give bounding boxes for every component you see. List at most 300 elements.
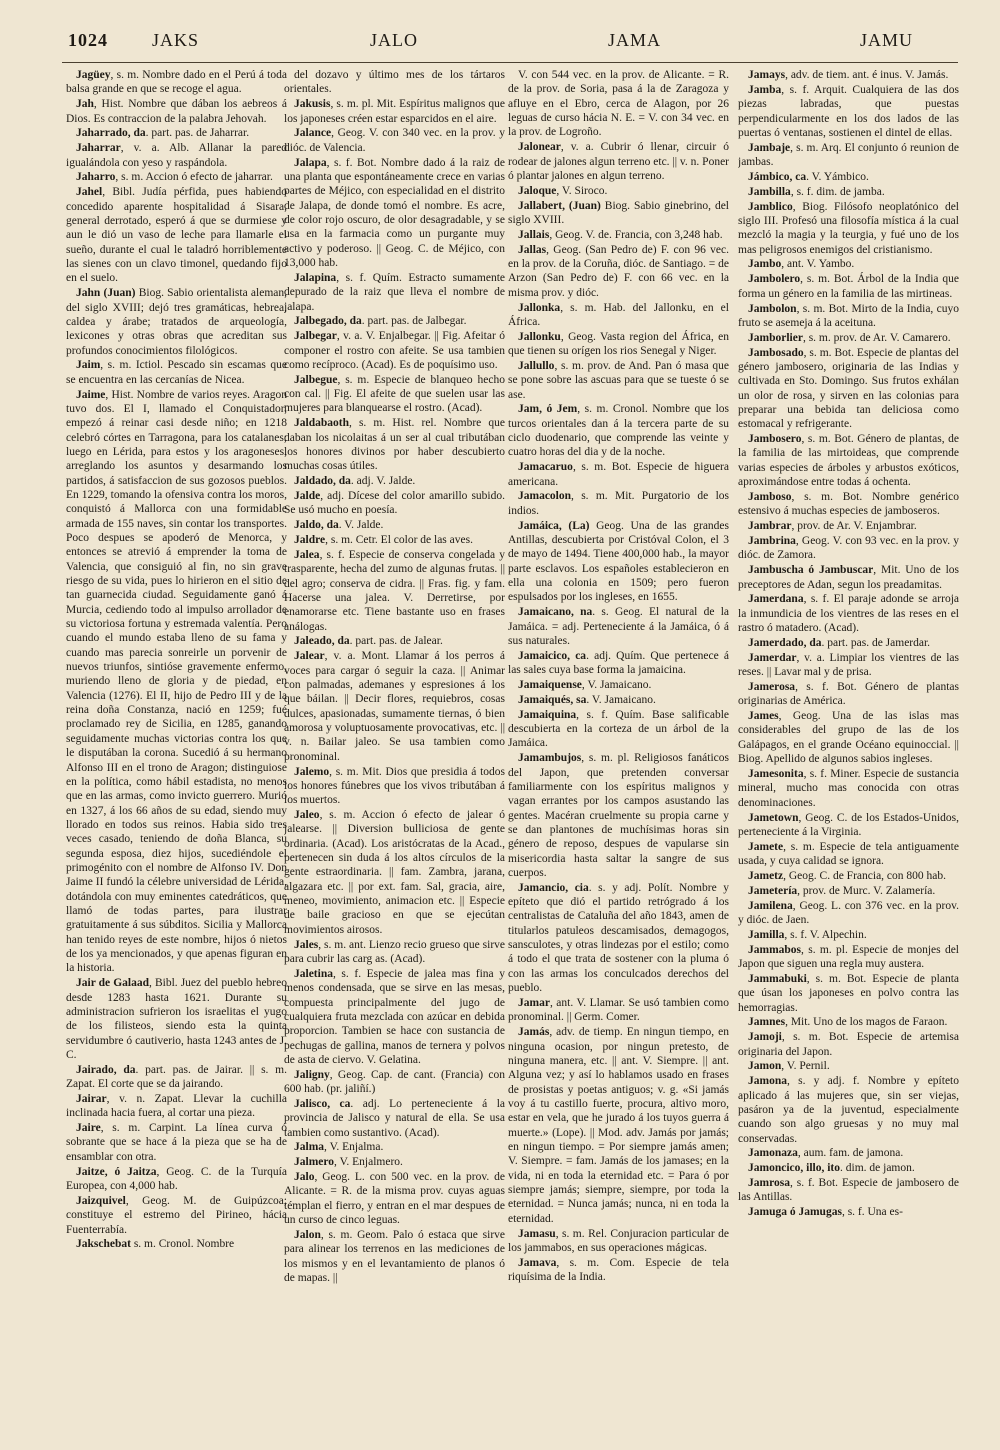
entry-headword: Jamonaza [748, 1147, 798, 1160]
dictionary-entry [738, 170, 959, 184]
entry-headword: Jaldo, da [294, 519, 339, 532]
entry-definition: , s. m. Com. Especie de tela riquísima de la India. [508, 1256, 729, 1284]
entry-headword: Jales [294, 938, 319, 951]
entry-definition: . part. pas. de Jalear. [349, 635, 443, 648]
dictionary-entry [284, 1068, 505, 1097]
dictionary-entry [738, 141, 959, 170]
entry-headword: Jaharrar [76, 142, 121, 155]
entry-definition: , V. Pernil. [781, 1060, 830, 1073]
dictionary-entry [284, 548, 505, 634]
dictionary-entry [66, 1194, 287, 1237]
entry-definition: , Geog. C. de los Estados-Unidos, perteneciente á la Virginia. [738, 811, 959, 838]
dictionary-entry [508, 693, 729, 707]
entry-headword: Jahel [76, 186, 103, 199]
entry-definition: , s. m. Hab. del Jallonku, en el África. [508, 301, 729, 328]
entry-headword: Jallullo [518, 359, 555, 372]
entry-definition: . part. pas. de Jalbegar. [361, 315, 467, 328]
dictionary-entry [66, 976, 287, 1062]
entry-headword: Jamerosa [748, 680, 796, 693]
entry-headword: Jaloque [518, 184, 557, 197]
dictionary-entry [284, 938, 505, 967]
dictionary-entry [66, 141, 287, 170]
running-header [60, 30, 960, 60]
dictionary-entry [738, 928, 959, 942]
dictionary-entry [738, 1030, 959, 1059]
entry-headword: Jambosero [748, 433, 802, 446]
dictionary-entry [738, 83, 959, 140]
entry-headword: Jallais [518, 228, 550, 241]
dictionary-entry [284, 1170, 505, 1227]
entry-definition: , Geog. (San Pedro de) F. con 96 vec. en la prov. de la Coruña, dióc. de Santiago. = de Arzon (San Pedro de) F. con 66 vec. en la misma prov. y dióc. [508, 243, 729, 299]
dictionary-entry [66, 185, 287, 285]
dictionary-entry [284, 1140, 505, 1154]
entry-headword: Jamancio, cia [518, 881, 589, 894]
entry-definition: . adj. Quím. Que pertenece á las sales cuya base forma la jamaicina. [508, 649, 729, 677]
entry-definition: , v. a. Cubrir ó llenar, circuir ó rodear de jalones algun terreno etc. || v. n. Poner ó plantar jalones en algun terreno. [508, 141, 729, 182]
dictionary-entry [66, 68, 287, 97]
dictionary-entry [66, 358, 287, 387]
entry-definition: , s. m. Mit. Purgatorio de los indios. [508, 490, 729, 517]
entry-headword: Jambilla [748, 185, 791, 198]
entry-headword: Jambrina [748, 535, 796, 547]
dictionary-entry [738, 767, 959, 810]
dictionary-entry [738, 200, 959, 257]
dictionary-entry [284, 649, 505, 764]
column-1 [66, 68, 287, 1440]
entry-headword: Jamaicico, ca [518, 649, 587, 662]
dictionary-entry [284, 126, 505, 155]
page-number: 1024 [68, 30, 108, 50]
entry-headword: Jambo [748, 258, 782, 271]
column-3 [508, 68, 729, 1440]
entry-definition: , prov. de Ar. V. Enjambrar. [791, 520, 917, 533]
entry-definition: , s. f. Especie de jalea mas fina y menos condensada, que se sirve en las mesas, compuesta principalmente del jugo de cualquiera fruta mezclada con azúcar en debida proporcion. Tambien se hace con sustancia de pechugas de gallina, manos de ternera y polvos de asta de ciervo. V. Gelatina. [284, 967, 505, 1066]
dictionary-entry [284, 373, 505, 416]
entry-headword: Jaharrado, da [76, 127, 146, 140]
entry-definition: Biog. Sabio ginebrino, del siglo XVIII. [508, 199, 729, 226]
entry-definition: , Geog. V. con 93 vec. en la prov. y dióc. de Zamora. [738, 535, 959, 562]
entry-headword: Jah [76, 98, 94, 111]
entry-headword: Jalmero [294, 1156, 335, 1169]
entry-headword: Jairar [76, 1092, 107, 1105]
dictionary-entry [508, 1256, 729, 1285]
column-2 [284, 68, 505, 1440]
entry-headword: Jametería [748, 884, 798, 897]
dictionary-entry [738, 346, 959, 432]
dictionary-entry [738, 1146, 959, 1160]
dictionary-entry [284, 156, 505, 271]
entry-definition: , Geog. Una de las islas mas considerables del grupo de las de los Galápagos, en el grande Océano equinoccial. || Biog. Apellido de algunos sabios ingleses. [738, 710, 959, 766]
dictionary-entry [738, 709, 959, 766]
entry-headword: Jaldre [294, 534, 326, 546]
entry-headword: Jamboso [748, 490, 792, 503]
entry-headword: Jalea [294, 548, 320, 561]
entry-headword: Jalisco, ca [294, 1097, 351, 1110]
entry-headword: Jamacaruo [518, 461, 573, 474]
entry-definition: , s. m. Bot. Especie de planta que úsan los japoneses en polvo contra las hemorragias. [738, 972, 959, 1014]
dictionary-entry [508, 140, 729, 183]
entry-headword: Jamaiquense [518, 678, 582, 691]
entry-definition: , s. m. Accion ó efecto de jalear ó jalearse. || Diversion bulliciosa de gente ordinaria. (Acad). Los aristócratas de la Acad., pertenecen sin duda á los altos círculos de la gente estraordinaria. || fam. Zambra, jarana, algazara etc. || por ext. fam. Sal, gracia, aire, meneo, movimiento, animacion etc. || Especie de baile gracioso en que se ejecútan movimientos airosos. [284, 809, 505, 936]
dictionary-entry [284, 967, 505, 1067]
entry-headword: Jaligny [294, 1068, 330, 1081]
entry-definition: , prov. de Murc. V. Zalamería. [797, 884, 936, 897]
entry-definition: , ant. V. Yambo. [781, 258, 855, 271]
entry-headword: James [748, 710, 779, 723]
dictionary-entry [284, 808, 505, 937]
entry-headword: Jalma [294, 1141, 325, 1154]
entry-definition: . adj. Lo perteneciente á la provincia de Jalisco y natural de ella. Se usa tambien como sustantivo. (Acad). [284, 1097, 505, 1139]
entry-headword: Jaizquivel [76, 1194, 126, 1207]
dictionary-entry [508, 228, 729, 242]
entry-headword: Jalbegado, da [294, 315, 362, 328]
dictionary-entry [284, 533, 505, 547]
entry-definition: , Geog. L. con 500 vec. en la prov. de Alicante. = R. de la misma prov. cuyas aguas témplan el fierro, y entran en el mar despues de un curso de cinco leguas. [284, 1171, 505, 1227]
entry-headword: Jamáica, (La) [518, 519, 590, 532]
dictionary-entry [738, 869, 959, 883]
entry-headword: Jamon [748, 1060, 782, 1073]
dictionary-entry [284, 97, 505, 126]
dictionary-entry [738, 884, 959, 898]
entry-definition: , v. a. Alb. Allanar la pared igualándola con yeso y raspándola. [66, 142, 287, 169]
entry-headword: Jamoji [748, 1031, 782, 1044]
dictionary-entry [284, 634, 505, 648]
entry-definition: , s. m. Bot. Nombre genérico estensivo á muchas especies de jamboseros. [738, 490, 959, 518]
entry-definition: , Mit. Uno de los magos de Faraon. [785, 1016, 948, 1029]
dictionary-entry [738, 563, 959, 592]
entry-headword: Jamrosa [748, 1177, 790, 1190]
entry-headword: Jalapina [294, 271, 337, 284]
entry-definition: , Geog. V. con 340 vec. en la prov. y dióc. de Valencia. [284, 127, 505, 154]
dictionary-entry [284, 1097, 505, 1140]
entry-headword: Jaim [76, 359, 101, 372]
entry-definition: , s. m. Bot. Género de plantas, de la familia de las mirtoideas, que comprende varias especies de árboles y arbustos exóticos, aproximándose entre todas á ochenta. [738, 433, 959, 489]
entry-headword: Jaime [76, 388, 106, 401]
entry-definition: , s. m. Bot. Especie de artemisa originaria del Japon. [738, 1031, 959, 1058]
entry-definition: , V. Jamaicano. [581, 678, 652, 691]
entry-definition: V. con 544 vec. en la prov. de Alicante. = R. de la prov. de Soria, pasa á la de Zaragoza y afluye en el Ebro, cerca de Alagon, por 26 leguas de curso hácia N. E. = V. con 34 vec. en la prov. de Logroño. [508, 69, 729, 139]
dictionary-entry [738, 490, 959, 519]
entry-definition: , s. m. pl. Mit. Espíritus malignos que los japoneses créen estar esparcidos en el aire. [284, 98, 505, 125]
entry-definition: , s. m. prov. de Ar. V. Camarero. [802, 331, 951, 344]
dictionary-entry [508, 489, 729, 518]
entry-definition: , s. f. V. Alpechin. [784, 928, 867, 941]
entry-definition: , s. m. Bot. Mirto de la India, cuyo fruto se asemeja á la aceituna. [738, 302, 959, 329]
entry-headword: Jamborlier [748, 331, 803, 344]
entry-definition: , Biog. Filósofo neoplatónico del siglo III. Profesó una filosofía mística á la cual mezcló la magia y la teurgia, y fué uno de los mas peligrosos enemigos del cristianismo. [738, 200, 959, 256]
entry-definition: , Bibl. Juez del pueblo hebreo desde 1283 hasta 1621. Durante su administracion sufrieron los israelitas el yugo de los filisteos, siendo esta la quinta servidumbre ó cautiverio, hasta 1243 antes de J. C. [66, 977, 287, 1061]
dictionary-entry [284, 271, 505, 314]
entry-definition: , s. m. Rel. Conjuracion particular de los jammabos, en sus operaciones mágicas. [508, 1227, 729, 1254]
dictionary-entry [284, 416, 505, 473]
entry-headword: Jaitze, ó Jaitza [76, 1165, 157, 1178]
entry-definition: , aum. fam. de jamona. [797, 1147, 904, 1160]
dictionary-entry [508, 751, 729, 880]
dictionary-entry [508, 460, 729, 489]
entry-headword: Jakusis [294, 98, 331, 111]
entry-definition: Geog. Una de las grandes Antillas, descubierta por Cristóval Colon, el 3 de mayo de 1494. Tiene 400,000 hab., la mayor parte esclavos. Los españoles establecieron en ella una colonia en 1509; pero fueron espulsados por los ingleses, en 1655. [508, 519, 729, 604]
dictionary-entry [738, 811, 959, 840]
entry-definition: , s. m. Especie de tela antiguamente usada, y cuya calidad se ignora. [738, 840, 959, 868]
dictionary-entry [284, 518, 505, 532]
dictionary-entry [508, 359, 729, 402]
entry-headword: Jaldabaoth [294, 417, 349, 430]
entry-definition: , s. m. Arq. El conjunto ó reunion de jambas. [738, 141, 959, 169]
entry-headword: Jametz [748, 869, 784, 882]
dictionary-entry [738, 519, 959, 533]
entry-definition: , s. m. Hist. rel. Nombre que daban los nicolaitas á un ser al cual tributában los honores divinos por haber descubierto muchas cosas útiles. [284, 417, 505, 473]
dictionary-entry [66, 1165, 287, 1194]
entry-headword: Jalance [294, 127, 332, 140]
entry-headword: Jagüey [76, 69, 111, 81]
entry-definition: , s. m. Accion ó efecto de jaharrar. [115, 171, 273, 184]
entry-definition: , s. m. ant. Lienzo recio grueso que sirve para cubrir las carg as. (Acad). [284, 938, 505, 965]
dictionary-entry [284, 68, 505, 97]
entry-definition: , v. a. V. Enjalbegar. || Fig. Afeitar ó componer el rostro con afeite. Se usa tambien como recíproco. (Acad). Es de poquísimo uso. [284, 330, 505, 371]
header-rule [62, 62, 958, 63]
entry-definition: s. m. Cronol. Nombre [130, 1238, 235, 1251]
entry-definition: , adv. de tiem. ant. é inus. V. Jamás. [785, 69, 949, 81]
dictionary-entry [66, 286, 287, 358]
entry-definition: , s. m. pl. Religiosos fanáticos del Japon, que pretenden conversar familiarmente con los espíritus malignos y vagan errantes por los campos asustando las gentes. Macéran cruelmente su propia carne y se dan plantones de muchísimas horas sin género de reposo, despues de vapularse sin misericordia hasta saltar la sangre de sus cuerpos. [508, 752, 729, 879]
entry-headword: Jambaje [748, 141, 791, 154]
entry-headword: Jamona [748, 1075, 787, 1088]
dictionary-entry [508, 649, 729, 678]
entry-headword: Jambuscha ó Jambuscar [748, 564, 874, 577]
dictionary-entry [284, 314, 505, 328]
entry-definition: , ant. V. Llamar. Se usó tambien como pronominal. || Germ. Comer. [508, 997, 729, 1024]
entry-definition: , s. f. dim. de jamba. [790, 185, 885, 198]
dictionary-entry [738, 331, 959, 345]
entry-definition: , s. f. Quím. Base salificable descubierta en la corteza de un árbol de la Jamáica. [508, 708, 729, 750]
entry-headword: Jamilla [748, 928, 785, 941]
entry-headword: Jammabuki [748, 972, 807, 985]
entry-headword: Jambolon [748, 302, 797, 315]
entry-headword: Jaharro [76, 171, 116, 184]
dictionary-entry [738, 651, 959, 680]
dictionary-entry [508, 301, 729, 330]
entry-headword: Jambolero [748, 273, 801, 286]
dictionary-entry [66, 1121, 287, 1164]
entry-headword: Jallabert, (Juan) [518, 199, 601, 212]
entry-headword: Jamete [748, 840, 784, 853]
entry-definition: , s. m. pl. Especie de monjes del Japon que siguen una regla muy austera. [738, 943, 959, 970]
dictionary-entry [738, 1074, 959, 1146]
entry-definition: , V. Enjalmero. [334, 1156, 403, 1169]
dictionary-entry [508, 68, 729, 140]
entry-definition: , s. m. Cronol. Nombre que los turcos orientales dan á la tercera parte de su ciclo duodenario, que comprende las veinte y cuatro horas del dia y de la noche. [508, 403, 729, 459]
entry-headword: Jalde [294, 489, 321, 502]
entry-definition: , s. m. Bot. Especie de higuera americana. [508, 461, 729, 488]
entry-headword: Jamar [518, 997, 550, 1009]
entry-headword: Jamambujos [518, 752, 582, 765]
entry-headword: Jamerdana [748, 593, 804, 606]
dictionary-entry [738, 1059, 959, 1073]
dictionary-entry [738, 972, 959, 1015]
entry-definition: , Hist. Nombre que dában los aebreos á Dios. Es contraccion de la palabra Jehovah. [66, 98, 287, 125]
dictionary-entry [508, 1025, 729, 1226]
entry-definition: , s. m. Bot. Especie de plantas del género jambosero, originaria de las Indias y cultivada en Sto. Domingo. Sus frutos exhálan un olor de rosa, y sirven en las colonias para preparar una bebida tan deliciosa como estomacal y refrigerante. [738, 346, 959, 431]
entry-headword: Jallonku [518, 330, 561, 343]
entry-definition: , Geog. C. de la Turquía Europea, con 4,000 hab. [66, 1165, 287, 1192]
dictionary-entry [284, 329, 505, 372]
entry-definition: . part. pas. de Jamerdar. [821, 636, 931, 649]
entry-headword: Jaletina [294, 967, 333, 980]
entry-headword: Jamacolon [518, 490, 572, 503]
entry-headword: Jamaicano, na [518, 606, 593, 619]
entry-headword: Jambrar [748, 520, 792, 533]
entry-definition: , s. m. Mit. Dios que presidia á todos los honores fúnebres que los vivos tributában á los muertos. [284, 765, 505, 807]
dictionary-entry [508, 199, 729, 228]
entry-definition: , s. f. Arquit. Cualquiera de las dos piezas labradas, que puestas perpendicularmente en los dos lados de las puertas ó ventanas, sostienen el dintel de ellas. [738, 83, 959, 139]
dictionary-entry [284, 1228, 505, 1285]
dictionary-entry [738, 636, 959, 650]
entry-headword: Jamerdar [748, 651, 797, 664]
entry-headword: Jamaiquina [518, 708, 577, 721]
entry-definition: , s. f. Bot. Especie de jambosero de las Antillas. [738, 1177, 959, 1204]
guide-word-4: JAMU [860, 30, 914, 50]
dictionary-entry [66, 170, 287, 184]
entry-definition: , Geog. C. de Francia, con 800 hab. [783, 869, 947, 882]
entry-definition: , Geog. L. con 376 vec. en la prov. y dióc. de Jaen. [738, 899, 959, 926]
entry-definition: . part. pas. de Jaharrar. [145, 127, 250, 140]
entry-definition: del dozavo y último mes de los tártaros orientales. [284, 69, 505, 96]
guide-word-1: JAKS [152, 30, 200, 50]
dictionary-entry [738, 1205, 959, 1219]
entry-headword: Jamays [748, 69, 786, 81]
entry-headword: Jakschebat [76, 1238, 131, 1251]
dictionary-entry [738, 680, 959, 709]
dictionary-entry [66, 97, 287, 126]
entry-headword: Jamoncico, illo, ito [748, 1162, 840, 1175]
column-4 [738, 68, 959, 1440]
entry-definition: , Mit. Uno de los preceptores de Adan, segun los preadamitas. [738, 564, 959, 591]
dictionary-entry [66, 1092, 287, 1121]
entry-definition: Biog. Sabio orientalista aleman, del siglo XVIII; dejó tres gramáticas, hebrea, caldea y árabe; tratados de arqueología, lexicones y otras obras que acreditan sus profundos conocimientos filológicos. [66, 287, 287, 357]
entry-definition: . V. Jamaicano. [586, 693, 656, 706]
entry-definition: . s. y adj. Polít. Nombre y epíteto que dió el partido retrógrado á los centralistas de Cataluña del año 1843, amen de titularlos patuleos descamisados, demagogos, sansculotes, y otras lindezas por el estilo; como á todo el que trata de sostener con la pluma ó con las armas los conculcados derechos del pueblo. [508, 881, 729, 995]
dictionary-entry [508, 519, 729, 605]
entry-definition: , s. m. Especie de blanqueo hecho con cal. || Fig. El afeite de que suelen usar las mujeres para blanquearse el rostro. (Acad). [284, 373, 505, 415]
dictionary-entry [66, 1237, 287, 1251]
entry-headword: Jametown [748, 811, 799, 824]
entry-headword: Jallas [518, 243, 547, 256]
dictionary-entry [738, 1176, 959, 1205]
guide-word-2: JALO [370, 30, 418, 50]
entry-definition: , v. a. Mont. Llamar á los perros á voces para cargar ó seguir la caza. || Animar con palmadas, ademanes y espresiones á los que báilan. || Decir flores, requiebros, cosas dulces, apasionadas, sumamente tiernas, ó bien amorosa y voluptuosamente provocativas, etc. || v. n. Bailar jaleo. Se usa tambien como pronominal. [284, 650, 505, 763]
entry-definition: , v. n. Zapat. Llevar la cuchilla inclinada hacia fuera, al cortar una pieza. [66, 1092, 287, 1120]
entry-definition: , s. m. prov. de And. Pan ó masa que se pone sobre las ascuas para que se tueste ó se ase. [508, 359, 729, 401]
entry-definition: , s. f. Bot. Género de plantas originarias de América. [738, 680, 959, 708]
entry-headword: Jamerdado, da [748, 636, 822, 649]
dictionary-entry [738, 302, 959, 331]
dictionary-entry [508, 708, 729, 751]
dictionary-entry [738, 534, 959, 563]
dictionary-entry [738, 1161, 959, 1175]
dictionary-entry [66, 126, 287, 140]
entry-definition: , adv. de tiemp. En ningun tiempo, en ninguna ocasion, por ningun pretesto, de ninguna manera, etc. || ant. V. Siempre. || ant. Alguna vez; y así lo hablamos usado en frases de prosistas y poetas antiguos; v. g. «Si jamás voy á tu castillo fuerte, procura, altivo moro, estar en vela, que he jurado á los tuyos guerra á muerte.» (Lope). || Mod. adv. Jamás por jamás; en ningun tiempo. = Por siempre jamás amen; V. Siempre. = fam. Jamás de los jamases; en la vida, ni en toda la eternidad etc. = Para ó por siempre jamás; siempre, siempre, por toda la eternidad. = Nunca jamás; nunca, ni en toda la eternidad. [508, 1026, 729, 1225]
entry-definition: , s. m. Nombre dado en el Perú á toda balsa grande en que se recoge el agua. [66, 69, 287, 96]
dictionary-entry [508, 243, 729, 300]
entry-headword: Jaire [76, 1122, 101, 1135]
entry-headword: Jamás [518, 1026, 550, 1039]
entry-definition: , Hist. Nombre de varios reyes. Aragon tuvo dos. El I, llamado el Conquistador, empezó á reinar casi desde niño; en 1218 celebró córtes en Tarragona, para los catalanes; luego en Lérida, para estos y los aragoneses, arreglando los asuntos y desarmando los partidos, á satisfaccion de sus gozosos pueblos. En 1229, tomando la ofensiva contra los moros, conquistó á Mallorca con una formidable armada de 155 naves, sin contar los transportes. Poco despues se apoderó de Menorca, y entonces se atrevió á emprender la toma de Valencia, que consiguió al fin, no sin grave riesgo de su vida, pues lo hirieron en el sitio de tan guarnecida ciudad. Seguidamente ganó á Murcia, cediendo todo al impulso arrollador de su victoriosa fortuna y estremada valentía. Pero cuando el mundo estaba lleno de su fama y cuando mas parecia sonreirle un porvenir de nuevos triunfos, sintióse gravemente enfermo, muriendo lleno de gloria y de piedad, en Valencia (1276). El II, hijo de Pedro III y de la reina doña Constanza, nació en 1259; fué proclamado rey de Sicilia, en 1285, ganando seguidamente muchas victorias contra los que le disputában la corona. Sucedió á su hermano Alfonso III en el trono de Aragon; distinguiose en la política, como hábil estadista, no menos que en las armas, como invicto guerrero. Murió en 1327, á los 66 años de su edad, siendo muy llorado en todos sus reinos. Habia sido tres veces casado, teniendo de doña Blanca, su segunda esposa, diez hijos, sucediéndole el primogénito con el nombre de Alfonso IV. Don Jaime II fundó la célebre universidad de Lérida, dotándola con muy eminentes catedráticos, que llamó de todas partes, para ilustrar gratuitamente á sus súbditos. Sicilia y Mallorca han tenido reyes de este nombre, hijos ó nietos de los ya mencionados, y que apenas figuran en la historia. [66, 388, 287, 975]
dictionary-entry [738, 68, 959, 82]
guide-word-3: JAMA [608, 30, 662, 50]
entry-headword: Jamnes [748, 1016, 786, 1029]
entry-definition: , V. Enjalma. [324, 1141, 384, 1154]
entry-definition: , s. f. Bot. Nombre dado á la raiz de una planta que espontáneamente crece en varias partes de Méjico, con especialidad en el distrito de Jalapa, de donde tomó el nombre. Es acre, de color rojo oscuro, de olor desagradable, y se usa en la farmacia como un purgante muy activo y poderoso. || Geog. C. de Méjico, con 13,000 hab. [284, 156, 505, 269]
entry-definition: , s. f. El paraje adonde se arroja la inmundicia de los vientres de las reses en el rastro ó matadero. (Acad). [738, 593, 959, 635]
entry-definition: . part. pas. de Jairar. || s. m. Zapat. El corte que se da jairando. [66, 1063, 287, 1091]
entry-headword: Jaleado, da [294, 635, 350, 648]
entry-headword: Jam, ó Jem [518, 403, 578, 416]
entry-definition: , Geog. Cap. de cant. (Francia) con 600 hab. (pr. jaliñí.) [284, 1068, 505, 1096]
entry-headword: Jamasu [518, 1227, 556, 1240]
entry-definition: . s. Geog. El natural de la Jamáica. = adj. Perteneciente á la Jamáica, ó á sus naturales. [508, 606, 729, 647]
entry-headword: Jalonear [518, 141, 561, 154]
entry-headword: Jamilena [748, 899, 793, 912]
entry-definition: , v. a. Limpiar los vientres de las reses. || Lavar mal y de prisa. [738, 651, 959, 679]
dictionary-entry [738, 185, 959, 199]
entry-headword: Jámbico, ca [748, 170, 807, 183]
entry-definition: , adj. Dícese del color amarillo subido. Se usó mucho en poesía. [284, 489, 505, 517]
entry-headword: Jalon [294, 1229, 321, 1241]
entry-definition: , s. m. Ictiol. Pescado sin escamas que se encuentra en las cercanías de Nicea. [66, 359, 287, 386]
entry-headword: Jalear [294, 650, 325, 663]
dictionary-entry [508, 996, 729, 1025]
dictionary-entry [284, 765, 505, 808]
entry-headword: Jamesonita [748, 768, 804, 780]
entry-headword: Jambosado [748, 346, 804, 359]
entry-headword: Jalbegue [294, 373, 338, 386]
entry-definition: , Geog. M. de Guipúzcoa; constituye el estremo del Pirineo, hácia Fuenterrabía. [66, 1194, 287, 1236]
dictionary-entry [284, 1155, 505, 1169]
entry-definition: . adj. V. Jalde. [350, 475, 416, 488]
entry-definition: , s. y adj. f. Nombre y epíteto aplicado á las mujeres que, sin ser viejas, pasáron ya de la juventud, especialmente cuando son algo gruesas y no muy mal conservadas. [738, 1075, 959, 1145]
entry-definition: . V. Jalde. [338, 519, 384, 532]
entry-headword: Jamaiqués, sa [518, 693, 587, 706]
dictionary-entry [738, 1015, 959, 1029]
entry-headword: Jamava [518, 1256, 557, 1269]
entry-headword: Jahn (Juan) [76, 287, 136, 300]
dictionary-entry [738, 432, 959, 489]
entry-headword: Jallonka [518, 301, 561, 314]
entry-definition: , Geog. V. de. Francia, con 3,248 hab. [549, 228, 723, 241]
entry-definition: , Bibl. Judía pérfida, pues habiendo concedido aparente hospitalidad á Sisara, general derrotado, esperó á que se durmiese y aun le dió un vaso de leche para llamarle el sueño, durante el cual le taladró horriblemente las sienes con un clavo timonel, quedando fijo en el suelo. [66, 186, 287, 285]
dictionary-entry [66, 388, 287, 976]
entry-definition: . V. Yámbico. [806, 170, 869, 183]
entry-definition: . dim. de jamon. [840, 1162, 915, 1175]
dictionary-entry [508, 1227, 729, 1256]
dictionary-entry [508, 678, 729, 692]
entry-headword: Jamblico [748, 200, 793, 213]
dictionary-entry [508, 605, 729, 648]
entry-definition: , s. f. Miner. Especie de sustancia mineral, mucho mas conocida con otras denominaciones. [738, 768, 959, 809]
entry-definition: , V. Siroco. [556, 184, 608, 197]
dictionary-entry [738, 257, 959, 271]
entry-definition: , s. m. Cetr. El color de las aves. [325, 534, 473, 546]
entry-definition: , s. f. Especie de conserva congelada y trasparente, hecha del zumo de algunas frutas. || del agro; conserva de cidra. || Fras. fig. y fam. Hacerse una jalea. V. Derretirse, por enamorarse etc. Tiene bastante uso en frases análogas. [284, 548, 505, 633]
entry-headword: Jammabos [748, 943, 802, 956]
entry-headword: Jalemo [294, 765, 330, 778]
entry-headword: Jalapa [294, 156, 327, 169]
dictionary-entry [738, 943, 959, 972]
dictionary-entry [738, 899, 959, 928]
dictionary-entry [738, 592, 959, 635]
dictionary-entry [508, 184, 729, 198]
dictionary-entry [508, 402, 729, 459]
